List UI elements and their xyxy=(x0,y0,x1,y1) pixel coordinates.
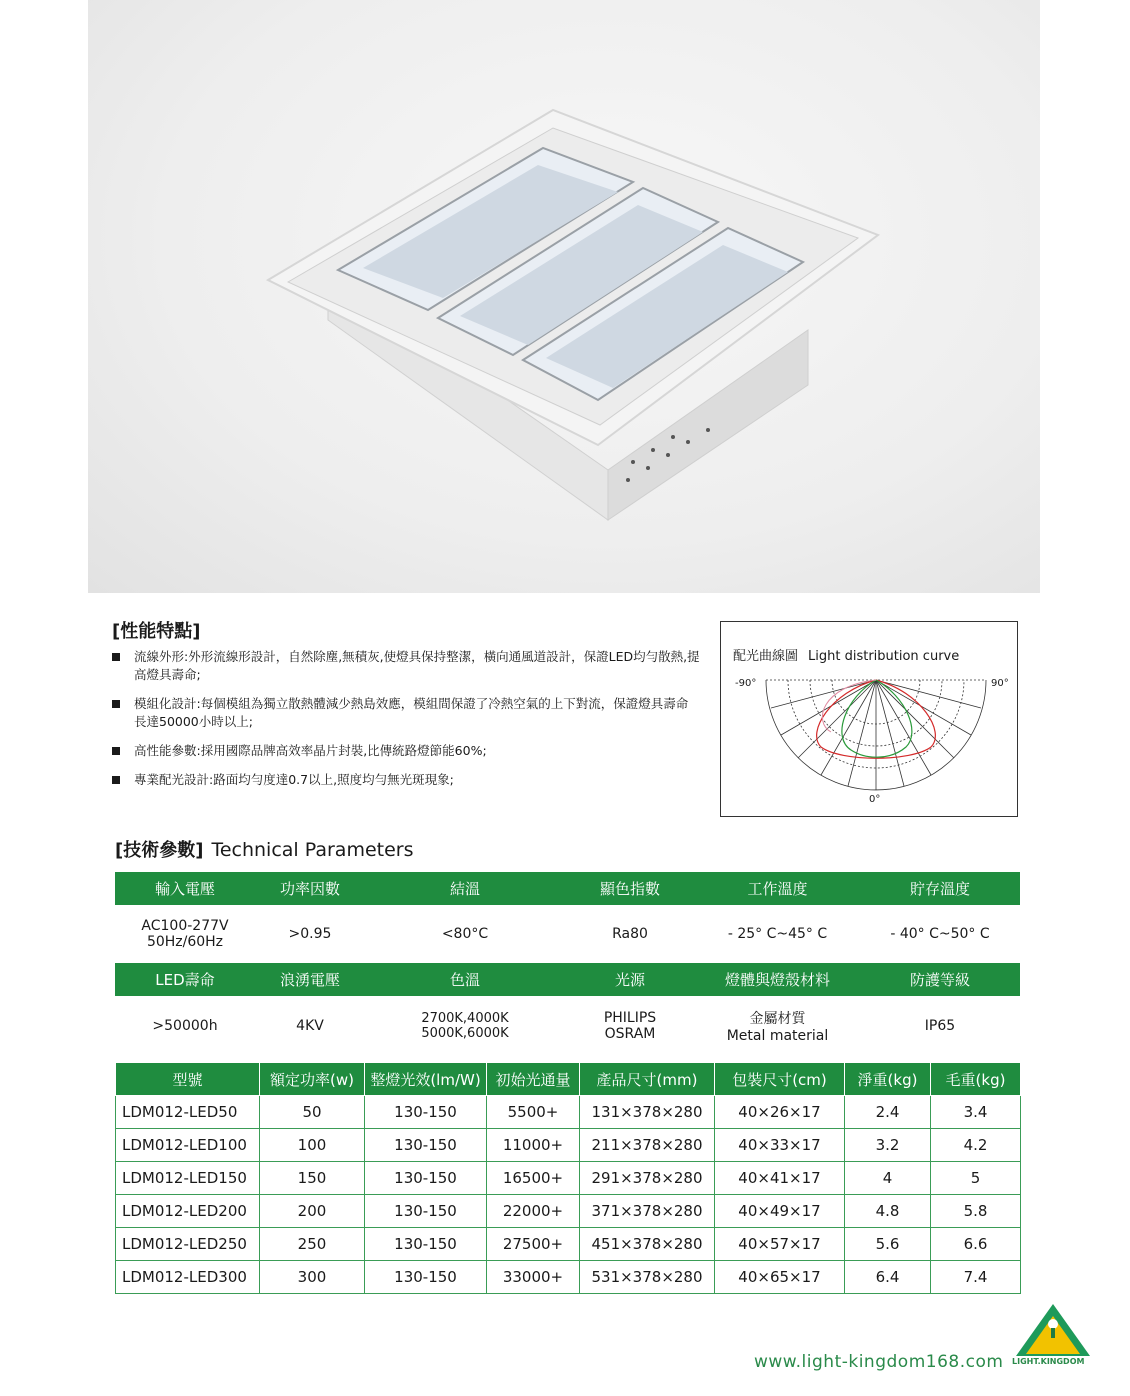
spec-cell: 291×378×280 xyxy=(580,1162,715,1195)
tech-title: [技術參數] Technical Parameters xyxy=(115,839,414,861)
spec-cell: 7.4 xyxy=(931,1261,1021,1294)
curve-title: 配光曲線圖 Light distribution curve xyxy=(733,649,960,664)
spec-row xyxy=(116,1261,1021,1294)
model-cell: LDM012-LED150 xyxy=(116,1162,260,1195)
model-cell: LDM012-LED200 xyxy=(116,1195,260,1228)
bullet-icon xyxy=(112,747,120,755)
tech-header-row: 輸入電壓 功率因數 結溫 顯色指數 工作溫度 貯存溫度 xyxy=(115,872,1020,905)
model-cell: LDM012-LED100 xyxy=(116,1129,260,1162)
spec-cell: 4.8 xyxy=(845,1195,931,1228)
bullet-icon xyxy=(112,653,120,661)
spec-row xyxy=(116,1129,1021,1162)
spec-cell: 4.2 xyxy=(931,1129,1021,1162)
spec-cell: 211×378×280 xyxy=(580,1129,715,1162)
spec-cell: 50 xyxy=(260,1096,365,1129)
spec-row xyxy=(116,1096,1021,1129)
bullet-icon xyxy=(112,700,120,708)
curve-bottom-label: 0° xyxy=(869,794,881,805)
spec-cell: 40×49×17 xyxy=(715,1195,845,1228)
model-cell: LDM012-LED300 xyxy=(116,1261,260,1294)
spec-cell: 130-150 xyxy=(365,1096,487,1129)
website-url: www.light-kingdom168.com xyxy=(754,1352,1004,1372)
spec-cell: 27500+ xyxy=(487,1228,580,1261)
spec-cell: 40×65×17 xyxy=(715,1261,845,1294)
tech-value-row: AC100-277V 50Hz/60Hz >0.95 <80°C Ra80 - 25° C~45° C - 40° C~50° C xyxy=(141,918,990,950)
spec-cell: 130-150 xyxy=(365,1261,487,1294)
spec-row xyxy=(116,1228,1021,1261)
curve-left-label: -90° xyxy=(735,678,757,689)
spec-cell: 371×378×280 xyxy=(580,1195,715,1228)
spec-cell: 22000+ xyxy=(487,1195,580,1228)
spec-cell: 11000+ xyxy=(487,1129,580,1162)
spec-cell: 4 xyxy=(845,1162,931,1195)
spec-cell: 130-150 xyxy=(365,1129,487,1162)
spec-row xyxy=(116,1162,1021,1195)
spec-cell: 531×378×280 xyxy=(580,1261,715,1294)
spec-header-row: 型號 額定功率(w) 整燈光效(lm/W) 初始光通量 產品尺寸(mm) 包裝尺寸(cm) 淨重(kg) 毛重(kg) xyxy=(116,1063,1021,1096)
spec-cell: 100 xyxy=(260,1129,365,1162)
curve-right-label: 90° xyxy=(991,678,1009,689)
spec-cell: 150 xyxy=(260,1162,365,1195)
spec-cell: 5500+ xyxy=(487,1096,580,1129)
model-cell: LDM012-LED250 xyxy=(116,1228,260,1261)
spec-row xyxy=(116,1195,1021,1228)
spec-cell: 40×26×17 xyxy=(715,1096,845,1129)
spec-cell: 300 xyxy=(260,1261,365,1294)
light-distribution-curve xyxy=(720,621,1018,817)
feature-item: 高性能參數:採用國際品牌高效率晶片封裝,比傳統路燈節能60%; xyxy=(110,742,700,760)
spec-cell: 6.4 xyxy=(845,1261,931,1294)
product-photo xyxy=(88,0,1040,593)
features-list xyxy=(110,648,700,800)
model-cell: LDM012-LED50 xyxy=(116,1096,260,1129)
polar-diagram xyxy=(721,622,1019,818)
logo-text: LIGHT.KINGDOM xyxy=(1012,1357,1085,1366)
spec-cell: 5 xyxy=(931,1162,1021,1195)
led-fixture-illustration xyxy=(88,0,1040,593)
spec-cell: 40×33×17 xyxy=(715,1129,845,1162)
spec-cell: 130-150 xyxy=(365,1162,487,1195)
tech-header-row: LED壽命 浪湧電壓 色溫 光源 燈體與燈殼材料 防護等級 xyxy=(115,963,1020,996)
spec-cell: 6.6 xyxy=(931,1228,1021,1261)
spec-cell: 130-150 xyxy=(365,1195,487,1228)
feature-item: 專業配光設計:路面均勻度達0.7以上,照度均勻無光斑現象; xyxy=(110,771,700,789)
light-kingdom-logo-icon xyxy=(1014,1302,1092,1358)
features-title: [性能特點] xyxy=(112,621,201,642)
spec-cell: 451×378×280 xyxy=(580,1228,715,1261)
spec-cell: 33000+ xyxy=(487,1261,580,1294)
feature-item: 流線外形:外形流線形設計，自然除塵,無積灰,使燈具保持整潔，橫向通風道設計，保證LED均勻散熱,提高燈具壽命; xyxy=(110,648,700,684)
spec-cell: 3.2 xyxy=(845,1129,931,1162)
feature-item: 模組化設計:每個模組為獨立散熱體減少熱島效應，模組間保證了冷熱空氣的上下對流，保證燈具壽命長達50000小時以上; xyxy=(110,695,700,731)
model-spec-table xyxy=(115,1062,1021,1294)
spec-cell: 3.4 xyxy=(931,1096,1021,1129)
spec-cell: 200 xyxy=(260,1195,365,1228)
bullet-icon xyxy=(112,776,120,784)
spec-cell: 131×378×280 xyxy=(580,1096,715,1129)
spec-cell: 40×57×17 xyxy=(715,1228,845,1261)
spec-cell: 16500+ xyxy=(487,1162,580,1195)
spec-cell: 40×41×17 xyxy=(715,1162,845,1195)
spec-cell: 5.6 xyxy=(845,1228,931,1261)
tech-value-row: >50000h 4KV 2700K,4000K 5000K,6000K PHILIPS OSRAM 金屬材質 Metal material IP65 xyxy=(152,1010,956,1044)
tech-params-table xyxy=(115,872,1020,1056)
spec-cell: 250 xyxy=(260,1228,365,1261)
spec-cell: 130-150 xyxy=(365,1228,487,1261)
spec-cell: 5.8 xyxy=(931,1195,1021,1228)
spec-cell: 2.4 xyxy=(845,1096,931,1129)
